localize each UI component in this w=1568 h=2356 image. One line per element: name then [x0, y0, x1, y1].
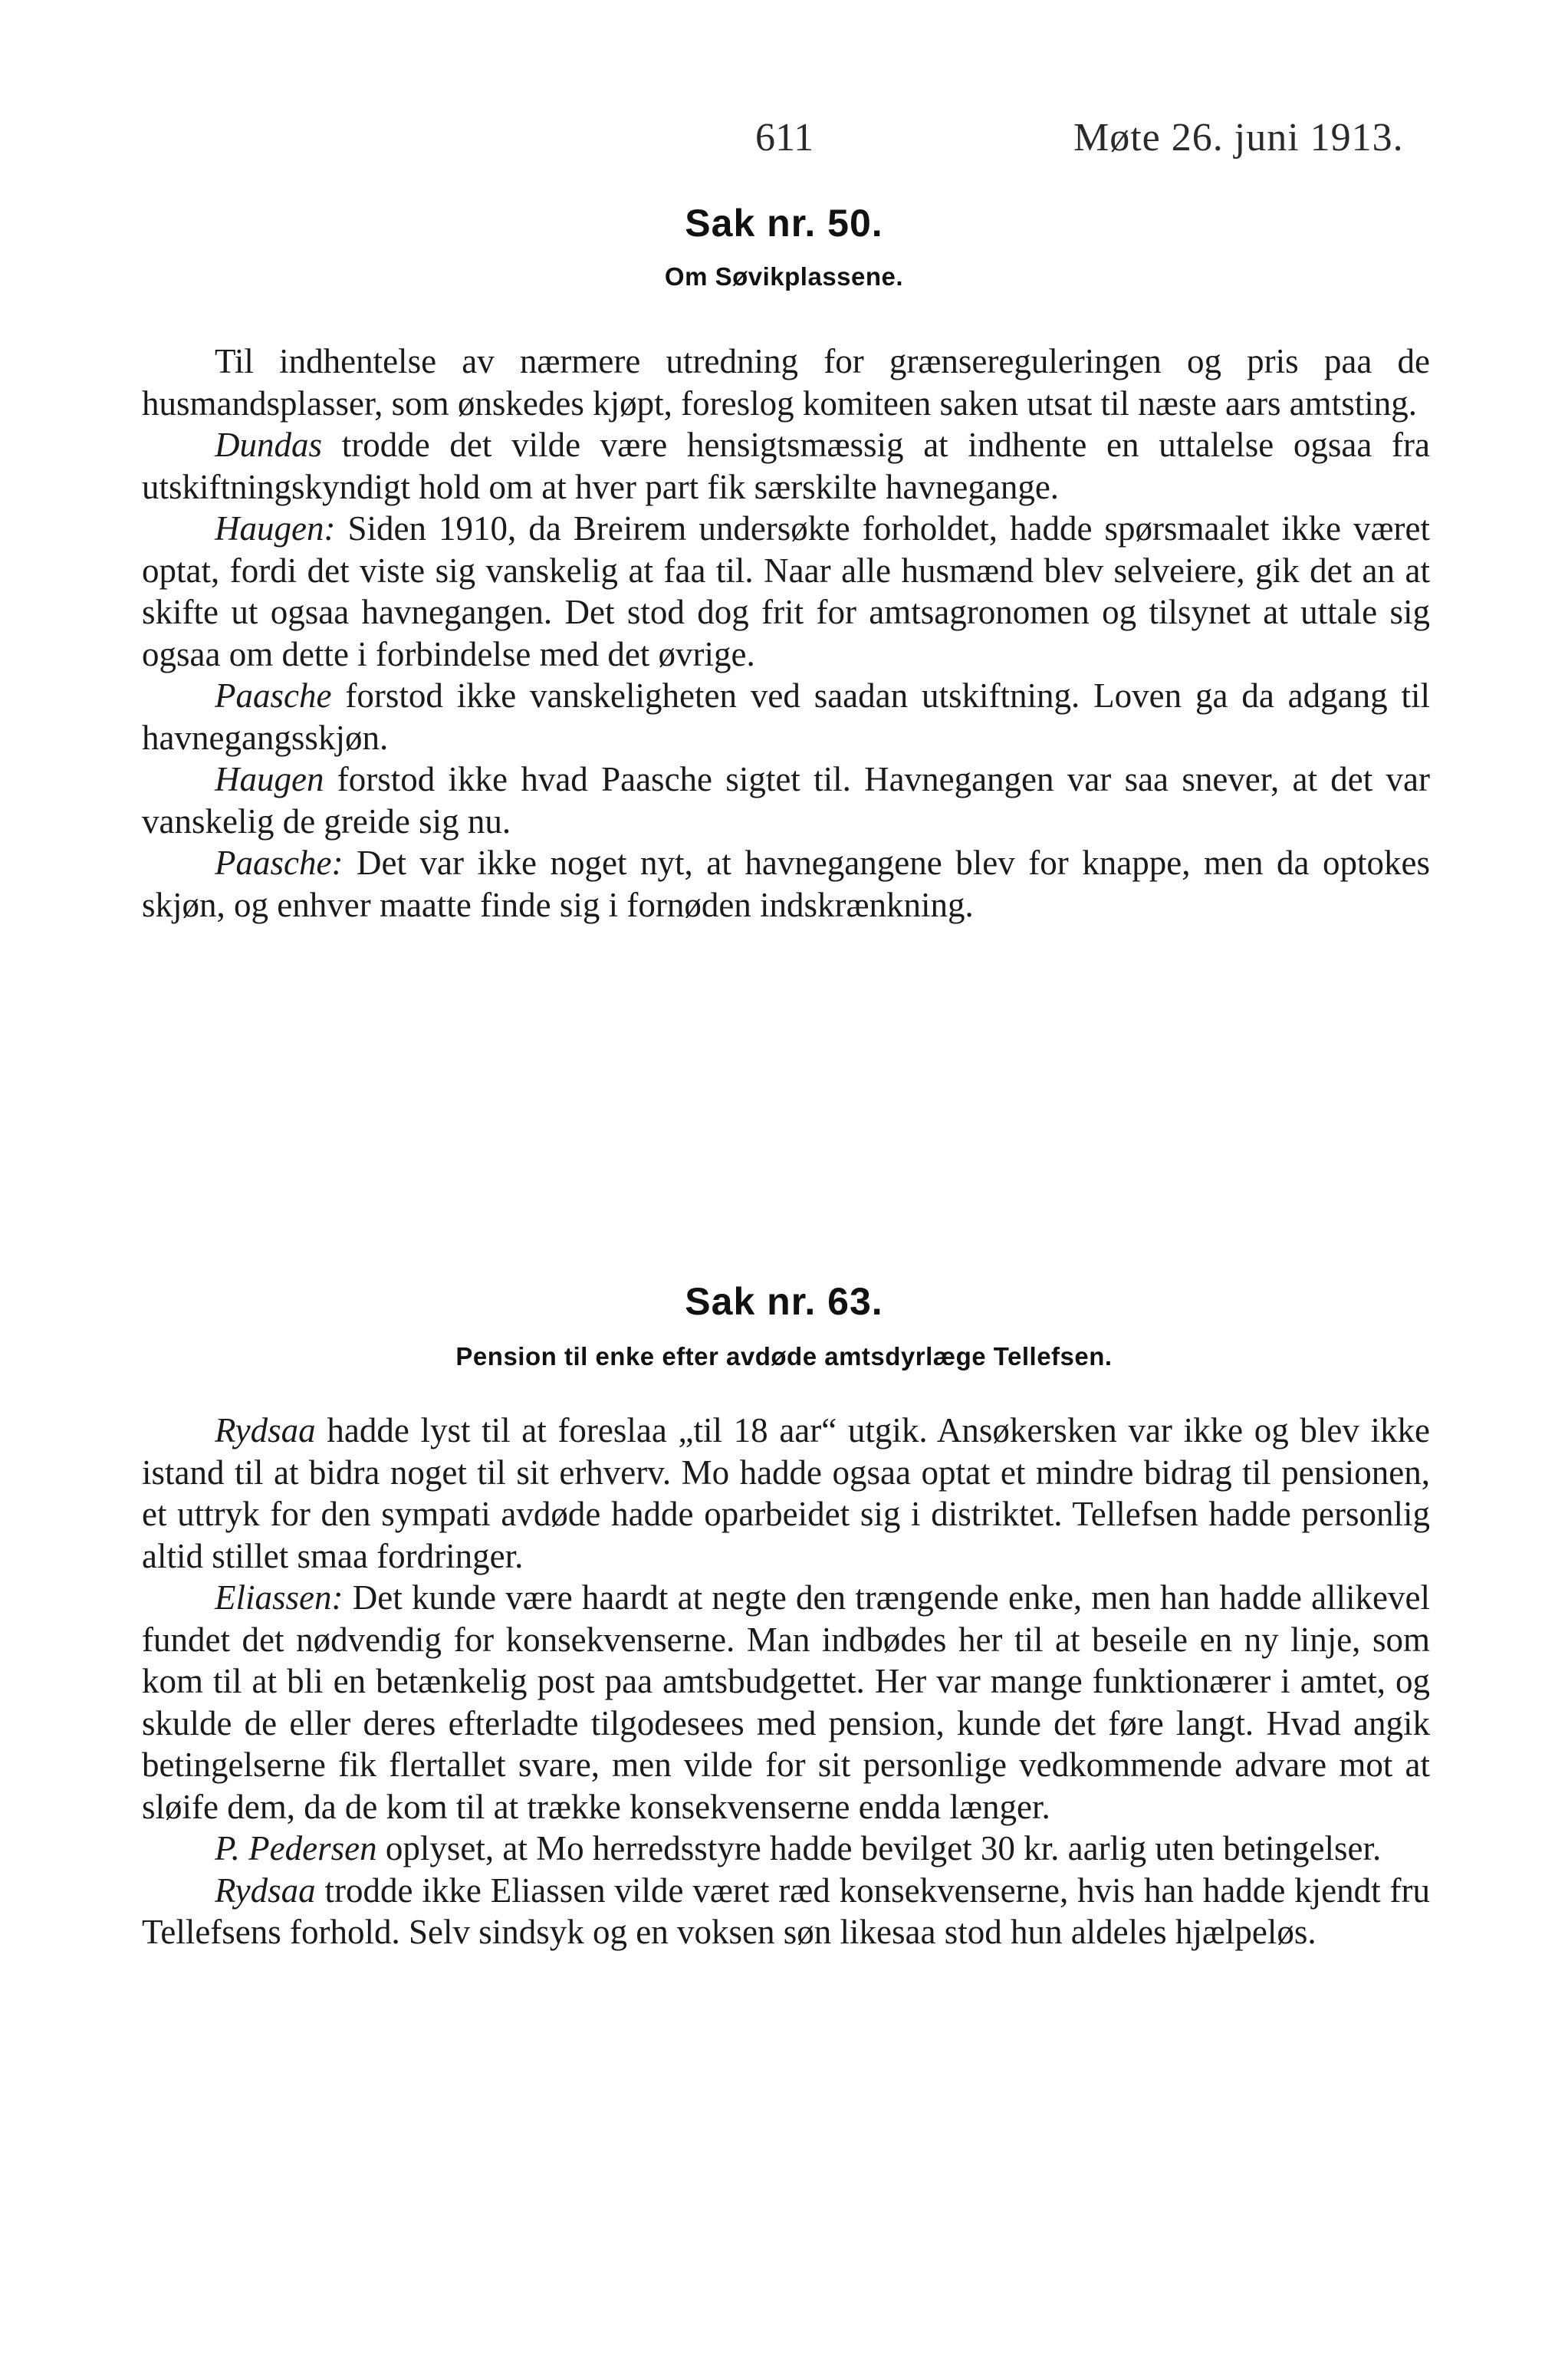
case-body — [142, 1410, 1430, 1953]
paragraph-text: trodde det vilde være hensigtsmæssig at indhente en uttalelse ogsaa fra utskiftningskyndigt hold om at hver part fik særskilte havnegange. — [142, 426, 1431, 506]
case-number-heading: Sak nr. 50. — [685, 202, 883, 245]
case-subtitle: Om Søvikplassene. — [664, 262, 904, 291]
speaker-name: Paasche — [215, 676, 332, 715]
speaker-name: Haugen — [215, 760, 324, 798]
paragraph — [142, 842, 1430, 926]
paragraph-text: forstod ikke hvad Paasche sigtet til. Havnegangen var saa snever, at det var vanskelig de greide sig nu. — [142, 760, 1430, 841]
speaker-name: P. Pedersen — [215, 1829, 377, 1867]
speaker-name: Rydsaa — [215, 1871, 316, 1910]
paragraph — [142, 341, 1430, 424]
paragraph — [142, 1410, 1430, 1577]
paragraph — [142, 1870, 1430, 1953]
paragraph — [142, 508, 1430, 675]
paragraph-text: Det kunde være haardt at negte den trængende enke, men han hadde allikevel fundet det nødvendig for konsekvenserne. Man indbødes her til at beseile en ny linje, som kom til at bli en betænkelig post paa amtsbudgettet. Her var mange funktionærer i amtet, og skulde de eller deres efterladte tilgodesees med pension, kunde det føre langt. Hvad angik betingelserne fik flertallet svare, men vilde for sit personlige vedkommende advare mot at sløife dem, da de kom til at trække konsekvenserne endda længer. — [142, 1578, 1430, 1826]
case-body — [142, 341, 1430, 926]
paragraph-text: Det var ikke noget nyt, at havnegangene blev for knappe, men da optokes skjøn, og enhver maatte finde sig i fornøden indskrænkning. — [142, 844, 1431, 924]
paragraph — [142, 424, 1430, 508]
speaker-name: Paasche: — [215, 844, 344, 882]
paragraph-text: forstod ikke vanskeligheten ved saadan utskiftning. Loven ga da adgang til havnegangsskjøn. — [142, 676, 1431, 757]
speaker-name: Dundas — [215, 426, 323, 464]
speaker-name: Rydsaa — [215, 1411, 316, 1449]
case-number-heading: Sak nr. 63. — [685, 1280, 883, 1323]
speaker-name: Haugen: — [215, 509, 336, 548]
paragraph — [142, 675, 1430, 758]
case-subtitle: Pension til enke efter avdøde amtsdyrlæge Tellefsen. — [455, 1342, 1113, 1370]
meeting-date: Møte 26. juni 1913. — [1073, 116, 1404, 160]
paragraph — [142, 1577, 1430, 1828]
paragraph — [142, 758, 1430, 842]
paragraph-text: trodde ikke Eliassen vilde været ræd konsekvenserne, hvis han hadde kjendt fru Tellefsens forhold. Selv sindsyk og en voksen søn likesaa stod hun aldeles hjælpeløs. — [142, 1871, 1431, 1951]
paragraph-text: Til indhentelse av nærmere utredning for grænsereguleringen og pris paa de husmandsplasser, som ønskedes kjøpt, foreslog komiteen saken utsat til næste aars amtsting. — [142, 342, 1430, 423]
paragraph-text: Siden 1910, da Breirem undersøkte forholdet, hadde spørsmaalet ikke været optat, fordi det viste sig vanskelig at faa til. Naar alle husmænd blev selveiere, gik det an at skifte ut ogsaa havnegangen. Det stod dog frit for amtsagronomen og tilsynet at uttale sig ogsaa om dette i forbindelse med det øvrige. — [142, 509, 1430, 673]
page-number: 611 — [755, 116, 814, 160]
paragraph — [142, 1828, 1430, 1870]
paragraph-text: hadde lyst til at foreslaa „til 18 aar“ utgik. Ansøkersken var ikke og blev ikke istand til at bidra noget til sit erhverv. Mo hadde ogsaa optat et mindre bidrag til pensionen, et uttryk for den sympati avdøde hadde oparbeidet sig i distriktet. Tellefsen hadde personlig altid stillet smaa fordringer. — [142, 1411, 1430, 1575]
speaker-name: Eliassen: — [215, 1578, 344, 1617]
paragraph-text: oplyset, at Mo herredsstyre hadde bevilget 30 kr. aarlig uten betingelser. — [385, 1829, 1382, 1867]
